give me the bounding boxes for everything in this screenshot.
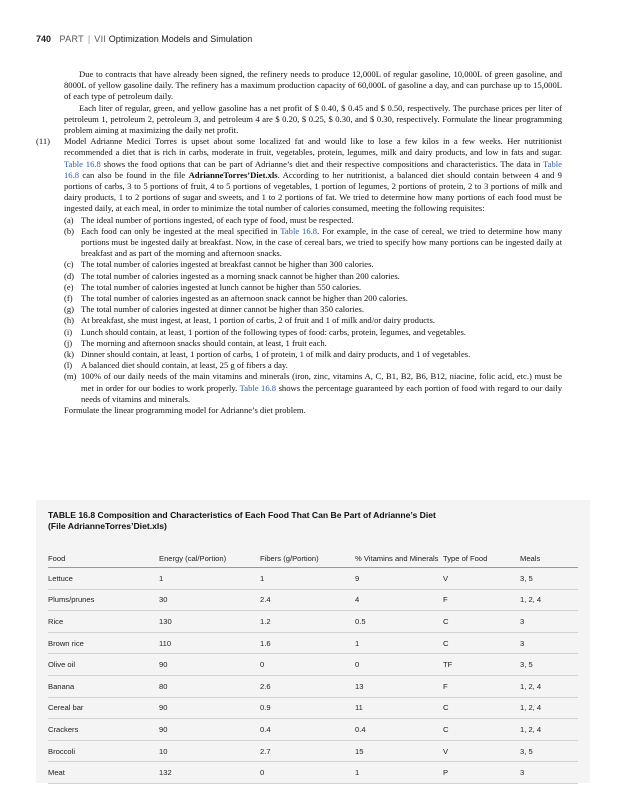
table-row: Lettuce 1 1 9 V 3, 5	[48, 568, 578, 590]
table-row: Brown rice 110 1.6 1 C 3	[48, 632, 578, 654]
exercise-11-text-1: Model Adrianne Medici Torres is upset about some localized fat and would like to lose a few kilos in a few weeks. Her nutritionist recommended a diet that is rich in carbs, moderate in fruit, vegetables, protein, legumes, milk and dairy products, and low in fats and sugar.	[64, 136, 562, 158]
requirement-e: (e) The total number of calories ingested at lunch cannot be higher than 550 calories.	[64, 281, 362, 292]
requirement-h: (h) At breakfast, she must ingest, at least, 1 portion of carbs, 2 of fruit and 1 of milk and/or dairy products.	[64, 315, 435, 326]
requirement-b: (b) Each food can only be ingested at the meal specified in Table 16.8. For example, in the case of cereal, we tried to determine how many portions must be ingested daily at breakfast. Now, in the case of cereal bars, we tried to specify how many portions can be ingested daily at breakfast and as part of the morning and afternoon snacks.	[64, 225, 562, 259]
column-header-energy: Energy (cal/Portion)	[159, 536, 260, 568]
exercise-11	[36, 136, 562, 214]
requirement-k: (k) Dinner should contain, at least, 1 portion of carbs, 1 of protein, 1 of milk and dairy products, and 1 of vegetables.	[64, 349, 471, 360]
requirement-m: (m) 100% of our daily needs of the main vitamins and minerals (iron, zinc, vitamins A, C, B1, B2, B6, B12, niacine, folic acid, etc.) must be met in order for our bodies to work properly. Table 16.8 shows the percentage guaranteed by each portion of food with regard to our daily needs of vitamins and minerals.	[64, 371, 562, 404]
table-row: Banana 80 2.6 13 F 1, 2, 4	[48, 675, 578, 697]
table-row: Plums/prunes 30 2.4 4 F 1, 2, 4	[48, 589, 578, 611]
exercise-11-text-4: . According to her nutritionist, a balanced diet should contain between 4 and 9 portions of carbs, 3 to 5 portions of fruit, 4 to 5 portions of vegetables, 1 portion of legumes, 2 portions of protein, 2 to 3 portions of milk and dairy products, 1 to 2 portions of sugar and sweets, and 1 to 2 portions of fat. We tried to determine how many portions of each food must be ingested daily, at each meal, in order to minimize the total number of calories consumed, meeting the following requisites:	[64, 169, 562, 214]
table-reference-link[interactable]: Table 16.8	[239, 382, 277, 393]
part-label: PART	[59, 34, 84, 44]
requirement-i: (i) Lunch should contain, at least, 1 portion of the following types of food: carbs, protein, legumes, and vegetables.	[64, 326, 466, 337]
requirement-j: (j) The morning and afternoon snacks should contain, at least, 1 fruit each.	[64, 337, 327, 348]
page-number: 740	[36, 34, 52, 44]
table-16-8	[36, 500, 590, 783]
exercise-11-text-3: can also be found in the file	[82, 169, 186, 180]
requirement-l: (l) A balanced diet should contain, at least, 25 g of fibers a day.	[64, 360, 288, 371]
table-row: Crackers 90 0.4 0.4 C 1, 2, 4	[48, 719, 578, 741]
part-numeral: VII	[94, 34, 107, 44]
table-reference-link[interactable]: Table 16.8	[64, 158, 101, 169]
requirement-g: (g) The total number of calories ingested at dinner cannot be higher than 350 calories.	[64, 304, 365, 315]
requirement-d: (d) The total number of calories ingested as a morning snack cannot be higher than 200 calories.	[64, 270, 400, 281]
table-row: Rice 130 1.2 0.5 C 3	[48, 611, 578, 633]
table-row: Broccoli 10 2.7 15 V 3, 5	[48, 740, 578, 762]
closing-instruction: Formulate the linear programming model for Adrianne’s diet problem.	[64, 405, 306, 416]
table-header-row	[48, 536, 578, 568]
data-file-name: AdrianneTorres’Diet.xls	[188, 169, 278, 180]
table-row: Meat 132 0 1 P 3	[48, 762, 578, 784]
exercise-number: (11)	[36, 136, 50, 147]
column-header-food: Food	[48, 536, 159, 568]
section-title: Optimization Models and Simulation	[108, 34, 253, 44]
table-reference-link[interactable]: Table 16.8	[64, 158, 562, 180]
table-reference-link[interactable]: Table 16.8	[280, 225, 318, 236]
table-row: Olive oil 90 0 0 TF 3, 5	[48, 654, 578, 676]
requirement-a: (a) The ideal number of portions ingested, of each type of food, must be respected.	[64, 214, 354, 225]
paragraph-refinery-contracts: Due to contracts that have already been signed, the refinery needs to produce 12,000L of regular gasoline, 10,000L of green gasoline, and 8000L of yellow gasoline daily. The refinery has a maximum production capacity of 60,000L of gasoline a day, and can purchase up to 15,000L of each type of petroleum daily.	[64, 69, 562, 102]
paragraph-refinery-profit: Each liter of regular, green, and yellow gasoline has a net profit of $ 0.40, $ 0.45 and $ 0.50, respectively. The purchase prices per liter of petroleum 1, petroleum 2, petroleum 3, and petroleum 4 are $ 0.20, $ 0.25, $ 0.30, and $ 0.30, respectively. Formulate the linear programming problem aiming at maximizing the daily net profit.	[64, 102, 562, 136]
column-header-type: Type of Food	[443, 536, 520, 568]
exercise-11-text-2: shows the food options that can be part of Adrianne’s diet and their respective compositions and characteristics. The data in	[103, 158, 541, 169]
table-caption: TABLE 16.8 Composition and Characteristics of Each Food That Can Be Part of Adrianne’s Diet (File AdrianneTorres’Diet.xls)	[48, 510, 436, 531]
running-header: 740 PART | VII Optimization Models and Simulation	[36, 34, 253, 44]
table-row: Cereal bar 90 0.9 11 C 1, 2, 4	[48, 697, 578, 719]
column-header-meals: Meals	[520, 536, 578, 568]
requirement-c: (c) The total number of calories ingested at breakfast cannot be higher than 300 calories.	[64, 259, 374, 270]
body-text	[36, 69, 562, 416]
requirement-f: (f) The total number of calories ingested as an afternoon snack cannot be higher than 200 calories.	[64, 293, 408, 304]
column-header-fibers: Fibers (g/Portion)	[260, 536, 355, 568]
column-header-vitamins: % Vitamins and Minerals	[355, 536, 443, 568]
food-table	[48, 536, 578, 784]
